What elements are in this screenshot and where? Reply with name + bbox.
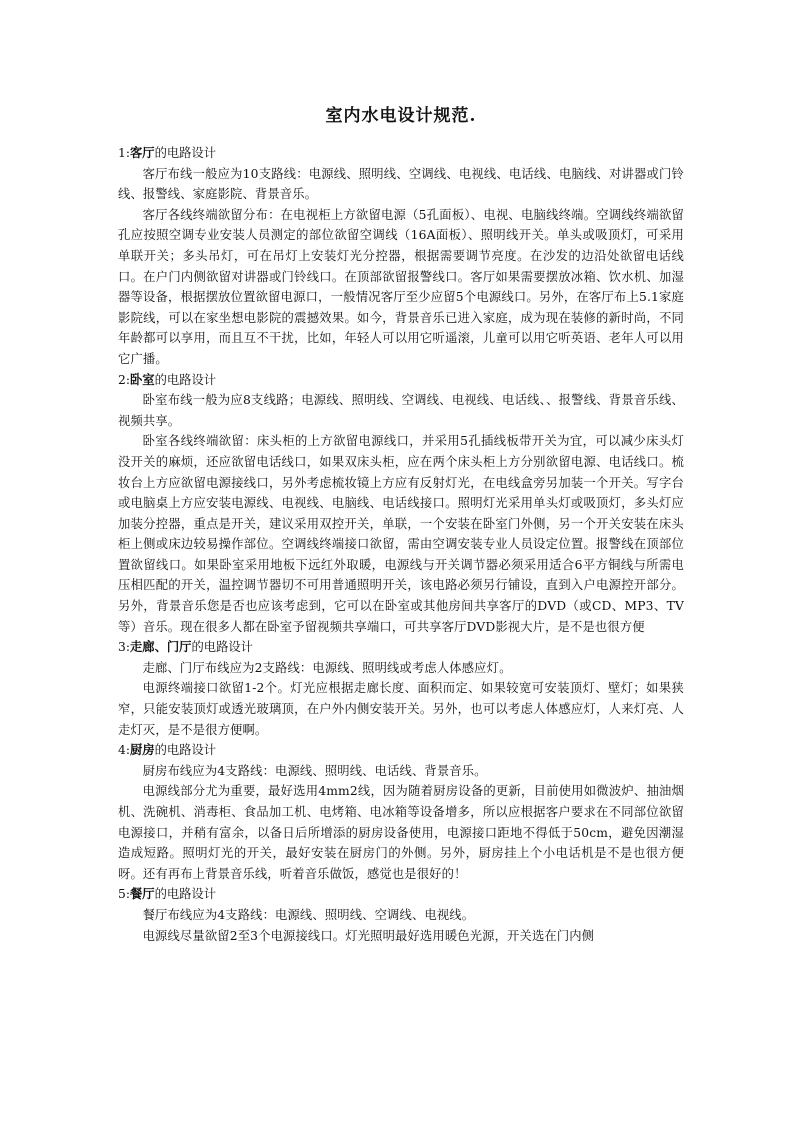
section-number: 2: (118, 372, 130, 387)
section-number: 3: (118, 640, 130, 655)
section-number: 4: (118, 743, 130, 758)
section-heading (118, 740, 684, 761)
section-heading-suffix: 的电路设计 (154, 372, 217, 387)
body-paragraph: 走廊、门厅布线应为2支路线：电源线、照明线或考虑人体感应灯。 (142, 660, 512, 675)
section-heading (118, 884, 684, 905)
document-body (118, 104, 684, 946)
section-heading (118, 637, 684, 658)
section-heading-suffix: 的电路设计 (154, 743, 217, 758)
body-paragraph: 卧室各线终端欲留：床头柜的上方欲留电源线口，并采用5孔插线板带开关为宜，可以减少床头灯没开关的麻烦，还应欲留电话线口，如果双床头柜，应在两个床头柜上方分别欲留电源、电话线口。梳妆台上方应欲留电源接线口，另外考虑梳妆镜上方应有反射灯光，在电线盒旁另加装一个开关。写字台或电脑桌上方应安装电源线、电视线、电脑线、电话线接口。照明灯光采用单头灯或吸顶灯，多头灯应加装分控器，重点是开关，建议采用双控开关，单联，一个安装在卧室门外侧，另一个开关安装在床头柜上侧或床边较易操作部位。空调线终端接口欲留，需由空调安装专业人员设定位置。报警线在顶部位置欲留线口。如果卧室采用地板下远红外取暖，电源线与开关调节器必须采用适合6平方铜线与所需电压相匹配的开关，温控调节器切不可用普通照明开关，该电路必须另行铺设，直到入户电源控开部分。另外，背景音乐您是否也应该考虑到，它可以在卧室或其他房间共享客厅的DVD（或CD、MP3、TV等）音乐。现在很多人都在卧室予留视频共享端口，可共享客厅DVD影视大片，是不是也很方便 (118, 434, 684, 634)
section-room-name: 餐厅 (129, 886, 155, 902)
section-heading-suffix: 的电路设计 (154, 887, 217, 902)
section-room-name: 卧室 (129, 371, 155, 387)
section-heading-suffix: 的电路设计 (191, 640, 253, 655)
body-paragraph: 卧室布线一般为应8支线路；电源线、照明线、空调线、电视线、电话线、、报警线、背景音乐线、视频共享。 (118, 393, 684, 428)
sections-container (118, 143, 684, 946)
body-paragraph: 客厅布线一般应为10支路线：电源线、照明线、空调线、电视线、电话线、电脑线、对讲器或门铃线、报警线、家庭影院、背景音乐。 (118, 166, 684, 202)
section-living-room (118, 143, 684, 370)
section-heading (118, 143, 684, 164)
document-title: 室内水电设计规范. (325, 106, 477, 126)
body-paragraph: 电源终端接口欲留1-2个。灯光应根据走廊长度、面积而定、如果较宽可安装顶灯、壁灯；如果狭窄，只能安装顶灯或透光玻璃顶，在户外内侧安装开关。另外，也可以考虑人体感应灯，人来灯亮、人走灯灭，是不是很方便啊。 (118, 681, 684, 737)
section-heading (118, 370, 684, 391)
body-paragraph: 厨房布线应为4支路线：电源线、照明线、电话线、背景音乐。 (142, 763, 487, 778)
section-bedroom (118, 370, 684, 638)
section-room-name: 客厅 (129, 145, 155, 160)
section-hallway (118, 637, 684, 740)
section-room-name: 厨房 (129, 742, 155, 758)
body-paragraph: 电源线部分尤为重要，最好选用4mm2线，因为随着厨房设备的更新，目前使用如微波炉、抽油烟机、洗碗机、消毒柜、食品加工机、电烤箱、电冰箱等设备增多，所以应根据客户要求在不同部位欲留电源接口，并稍有富余，以备日后所增添的厨房设备使用，电源接口距地不得低于50cm，避免因潮湿造成短路。照明灯光的开关，最好安装在厨房门的外侧。另外，厨房挂上个小电话机是不是也很方便呀。还有再布上背景音乐线，听着音乐做饭，感觉也是很好的！ (118, 784, 684, 881)
body-paragraph: 餐厅布线应为4支路线：电源线、照明线、空调线、电视线。 (142, 907, 475, 922)
body-paragraph: 电源线尽量欲留2至3个电源接线口。灯光照明最好选用暖色光源，开关选在门内侧 (142, 928, 595, 943)
section-room-name: 走廊、门厅 (129, 639, 192, 655)
section-kitchen (118, 740, 684, 884)
body-paragraph: 客厅各线终端欲留分布：在电视柜上方欲留电源（5孔面板）、电视、电脑线终端。空调线终端欲留孔应按照空调专业安装人员测定的部位欲留空调线（16A面板）、照明线开关。单头或吸顶灯，可采用单联开关；多头吊灯，可在吊灯上安装灯光分控器，根据需要调节亮度。在沙发的边沿处欲留电话线口。在户门内侧欲留对讲器或门铃线口。在顶部欲留报警线口。客厅如果需要摆放冰箱、饮水机、加湿器等设备，根据摆放位置欲留电源口，一般情况客厅至少应留5个电源线口。另外，在客厅布上5.1家庭影院线，可以在家坐想电影院的震撼效果。如今，背景音乐已进入家庭，成为现在装修的新时尚，不同年龄都可以享用，而且互不干扰，比如，年轻人可以用它听遥滚，儿童可以用它听英语、老年人可以用它广播。 (118, 207, 684, 366)
section-number: 1: (118, 146, 130, 160)
section-number: 5: (118, 887, 130, 902)
section-dining-room (118, 884, 684, 946)
section-heading-suffix: 的电路设计 (154, 146, 217, 160)
